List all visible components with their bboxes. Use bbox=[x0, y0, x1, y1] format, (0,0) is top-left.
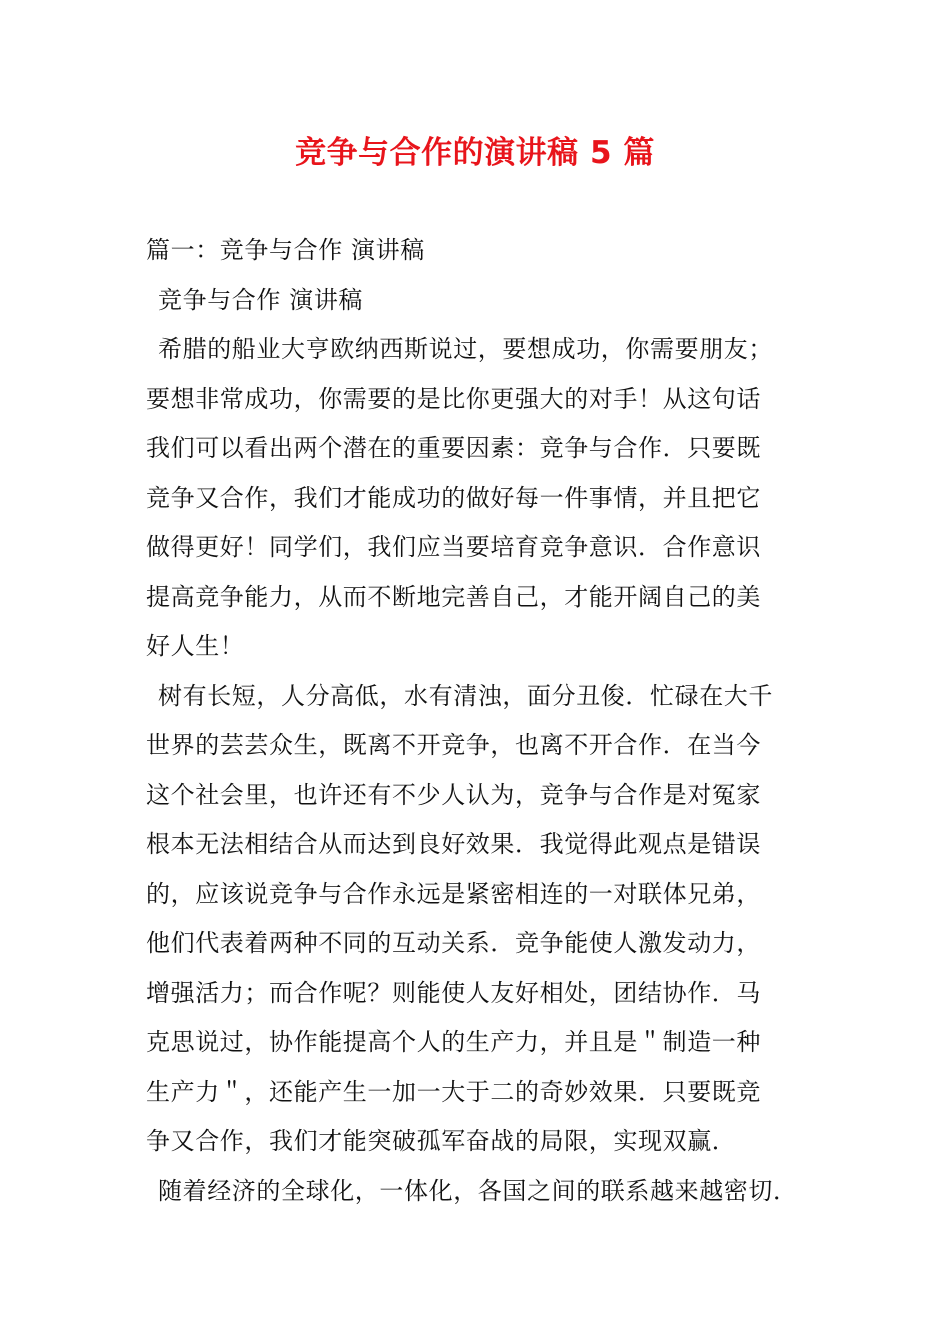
text-line: 他们代表着两种不同的互动关系．竞争能使人激发动力， bbox=[146, 929, 761, 957]
text-line: 这个社会里，也许还有不少人认为，竞争与合作是对冤家 bbox=[146, 780, 761, 809]
text-line: 的，应该说竞争与合作永远是紧密相连的一对联体兄弟， bbox=[146, 879, 761, 908]
text-line: 随着经济的全球化，一体化，各国之间的联系越来越密切． bbox=[158, 1176, 798, 1205]
text-line: 树有长短，人分高低，水有清浊，面分丑俊．忙碌在大千 bbox=[158, 681, 773, 710]
document-title: 竞争与合作的演讲稿 5 篇 bbox=[295, 135, 655, 171]
text-line: 提高竞争能力，从而不断地完善自己，才能开阔自己的美 bbox=[146, 582, 761, 611]
text-line: 好人生！ bbox=[146, 632, 245, 660]
text-line: 希腊的船业大亨欧纳西斯说过，要想成功，你需要朋友； bbox=[158, 335, 773, 363]
text-line: 根本无法相结合从而达到良好效果．我觉得此观点是错误 bbox=[146, 830, 761, 858]
text-line: 世界的芸芸众生，既离不开竞争，也离不开合作．在当今 bbox=[146, 731, 761, 759]
text-line: 竞争又合作，我们才能成功的做好每一件事情，并且把它 bbox=[146, 483, 761, 512]
text-line: 我们可以看出两个潜在的重要因素：竞争与合作．只要既 bbox=[146, 434, 761, 462]
document-body bbox=[146, 226, 810, 1216]
text-line: 篇一：竞争与合作 演讲稿 bbox=[146, 236, 425, 264]
text-line: 要想非常成功，你需要的是比你更强大的对手！从这句话 bbox=[146, 384, 761, 413]
text-line: 竞争与合作 演讲稿 bbox=[158, 285, 364, 314]
text-line: 做得更好！同学们，我们应当要培育竞争意识．合作意识 bbox=[146, 533, 761, 561]
text-line: 生产力＂，还能产生一加一大于二的奇妙效果．只要既竞 bbox=[146, 1077, 761, 1106]
text-line: 克思说过，协作能提高个人的生产力，并且是＂制造一种 bbox=[146, 1028, 761, 1056]
text-line: 争又合作，我们才能突破孤军奋战的局限，实现双赢． bbox=[146, 1127, 737, 1155]
text-line: 增强活力；而合作呢？则能使人友好相处，团结协作．马 bbox=[146, 978, 761, 1007]
